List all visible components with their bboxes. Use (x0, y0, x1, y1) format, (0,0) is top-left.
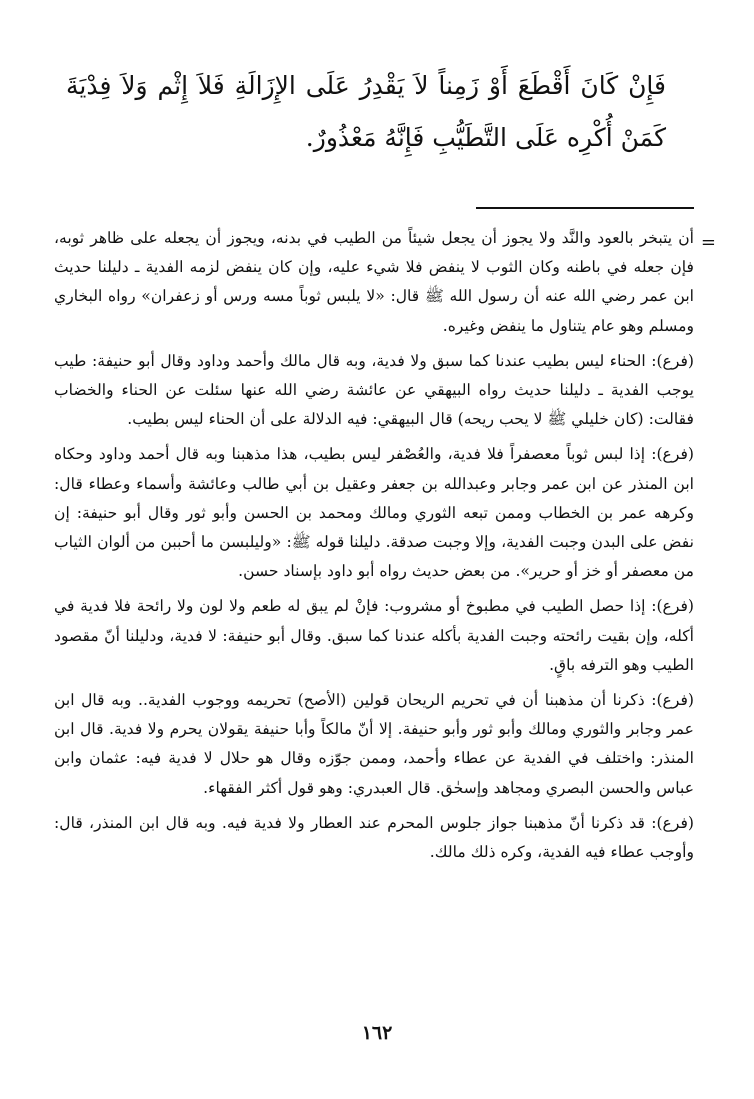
main-text: فَإِنْ كَانَ أَقْطَعَ أَوْ زَمِناً لاَ يَقْدِرُ عَلَى الإِزَالَةِ فَلاَ إِثْم وَلاَ فِدْيَةَ كَمَنْ أُكْرِه عَلَى التَّطَيُّبِ فَإِنَّهُ مَعْذُورٌ. (66, 71, 666, 152)
footnote-separator (476, 207, 694, 209)
footnote-continuation-mark: = (700, 232, 716, 253)
footnote-paragraph: (فرع): قد ذكرنا أنّ مذهبنا جواز جلوس المحرم عند العطار ولا فدية فيه. وبه قال ابن المنذر، قال: وأوجب عطاء فيه الفدية، وكره ذلك مالك. (54, 813, 694, 862)
footnote-paragraph: (فرع): إذا لبس ثوباً معصفراً فلا فدية، والعُصْفر ليس بطيب، هذا مذهبنا وبه قال أحمد وداود وحكاه ابن المنذر عن ابن عمر وجابر وعبدالله بن جعفر وعقيل بن أبي طالب وعائشة وأسماء وعطاء قال: وكرهه عمر بن الخطاب وممن تبعه الثوري ومالك ومحمد بن الحسن وأبو ثور وقال أبو حنيفة: إن نفض على البدن وجبت الفدية، وإلا وجبت صدقة. دليلنا قوله ﷺ: «وليلبسن ما أحببن من ألوان الثياب من معصفر أو خز أو حرير». من بعض حديث رواه أبو داود بإسناد حسن. (54, 445, 694, 581)
footnote-paragraph: أن يتبخر بالعود والنَّد ولا يجوز أن يجعل شيئاً من الطيب في بدنه، ويجوز أن يجعله على ظاهر ثوبه، فإن جعله في باطنه وكان الثوب لا ينفض فلا شيء عليه، وإن كان ينفض لزمه الفدية ـ دليلنا حديث ابن عمر رضي الله عنه أن رسول الله ﷺ قال: «لا يلبس ثوباً مسه ورس أو زعفران» رواه البخاري ومسلم وهو عام يتناول ما ينفض وغيره. (54, 229, 694, 335)
page-number: ١٦٢ (361, 1022, 393, 1044)
footnote-paragraph: (فرع): ذكرنا أن مذهبنا أن في تحريم الريحان قولين (الأصح) تحريمه ووجوب الفدية.. وبه قال ابن عمر وجابر والثوري ومالك وأبو ثور وأبو حنيفة. إلا أنّ مالكاً وأبا حنيفة يقولان يحرم ولا فدية. قال ابن المنذر: واختلف في الفدية عن عطاء وأحمد، وممن جوّزه وقال هو حلال لا فدية فيه: عثمان وابن عباس والحسن البصري ومجاهد وإسحٰق. قال العبدري: وهو قول أكثر الفقهاء. (54, 691, 694, 797)
footnotes (54, 224, 694, 873)
footnote-paragraph: (فرع): الحناء ليس بطيب عندنا كما سبق ولا فدية، وبه قال مالك وأحمد وداود وقال أبو حنيفة: طيب يوجب الفدية ـ دليلنا حديث رواه البيهقي عن عائشة رضي الله عنها سئلت عن الحناء والخضاب فقالت: (كان خليلي ﷺ لا يحب ريحه) قال البيهقي: فيه الدلالة على أن الحناء ليس بطيب. (54, 351, 694, 429)
footnote-paragraph: (فرع): إذا حصل الطيب في مطبوخ أو مشروب: فإنْ لم يبق له طعم ولا لون ولا رائحة فلا فدية في أكله، وإن بقيت رائحته وجبت الفدية بأكله عندنا كما سبق. وقال أبو حنيفة: لا فدية، ودليلنا أنّ مقصود الطيب وهو الترفه باقٍ. (54, 597, 694, 674)
